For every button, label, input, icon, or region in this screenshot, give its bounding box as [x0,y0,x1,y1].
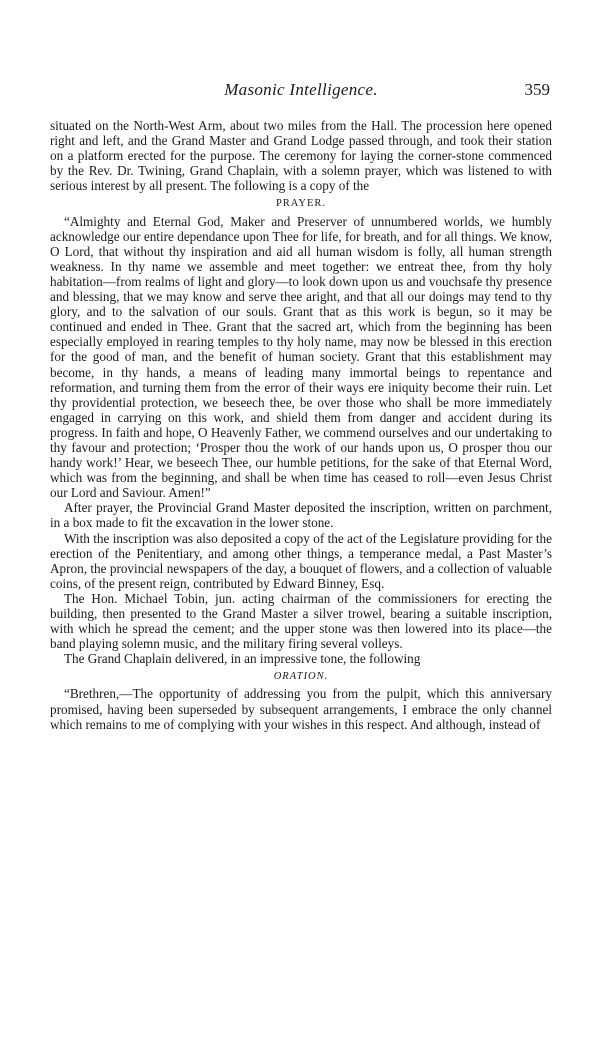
paragraph-prayer: “Almighty and Eternal God, Maker and Preserver of unnumbered worlds, we humbly acknowledge our entire dependance upon Thee for life, for breath, and for all things. We know, O Lord, that without thy inspiration and aid all human wisdom is folly, all human strength weakness. In thy name we assemble and meet together: we entreat thee, from thy holy habitation—from realms of light and glory—to look down upon us and vouchsafe thy presence and blessing, that we may know and serve thee aright, and that all our doings may tend to thy glory, and to the salvation of our souls. Grant that as this work is begun, so it may be continued and ended in Thee. Grant that the sacred art, which from the beginning has been especially employed in rearing temples to thy holy name, may now be blessed in this erection for the good of man, and the benefit of human society. Grant that this establishment may become, in thy hands, a means of leading many immortal beings to repentance and reformation, and turning them from the error of their ways ere iniquity become their ruin. Let thy providential protection, we beseech thee, be over those who shall be more immediately engaged in carrying on this work, and shield them from danger and accident during its progress. In faith and hope, O Heavenly Father, we commend ourselves and our undertaking to thy favour and protection; ‘Prosper thou the work of our hands upon us, O prosper thou our handy work!’ Hear, we beseech Thee, our humble petitions, for the sake of that Eternal Word, which was from the beginning, and shall be when time has ceased to roll—even Jesus Christ our Lord and Saviour. Amen!” [50,213,552,501]
page-number: 359 [524,80,550,99]
running-title: Masonic Intelligence. [224,80,378,99]
paragraph-procession: situated on the North-West Arm, about two miles from the Hall. The procession here opened right and left, and the Grand Master and Grand Lodge passed through, and took their station on a platform erected for the purpose. The ceremony for laying the corner-stone commenced by the Rev. Dr. Twining, Grand Chaplain, with a solemn prayer, which was listened to with serious interest by all present. The following is a copy of the [50,118,552,194]
paragraph-inscription: After prayer, the Provincial Grand Master deposited the inscription, written on parchment, in a box made to fit the excavation in the lower stone. [50,500,552,531]
prayer-heading: PRAYER. [275,198,327,210]
paragraph-oration: “Brethren,—The opportunity of addressing you from the pulpit, which this anniversary promised, having been superseded by subsequent arrangements, I embrace the only channel which remains to me of complying with your wishes in this respect. And although, instead of [50,686,552,732]
paragraph-chaplain: The Grand Chaplain delivered, in an impressive tone, the following [64,651,421,667]
paragraph-deposits: With the inscription was also deposited a copy of the act of the Legislature providing for the erection of the Penitentiary, and among other things, a temperance medal, a Past Master’s Apron, the provincial newspapers of the day, a bouquet of flowers, and a collection of valuable coins, of the present reign, contributed by Edward Binney, Esq. [50,530,552,591]
body-text [50,118,552,732]
page-header [50,80,552,106]
paragraph-trowel: The Hon. Michael Tobin, jun. acting chairman of the commissioners for erecting the building, then presented to the Grand Master a silver trowel, bearing a suitable inscription, with which he spread the cement; and the upper stone was then lowered into its place—the band playing solemn music, and the military firing several volleys. [50,590,552,652]
oration-heading: ORATION. [273,671,329,683]
